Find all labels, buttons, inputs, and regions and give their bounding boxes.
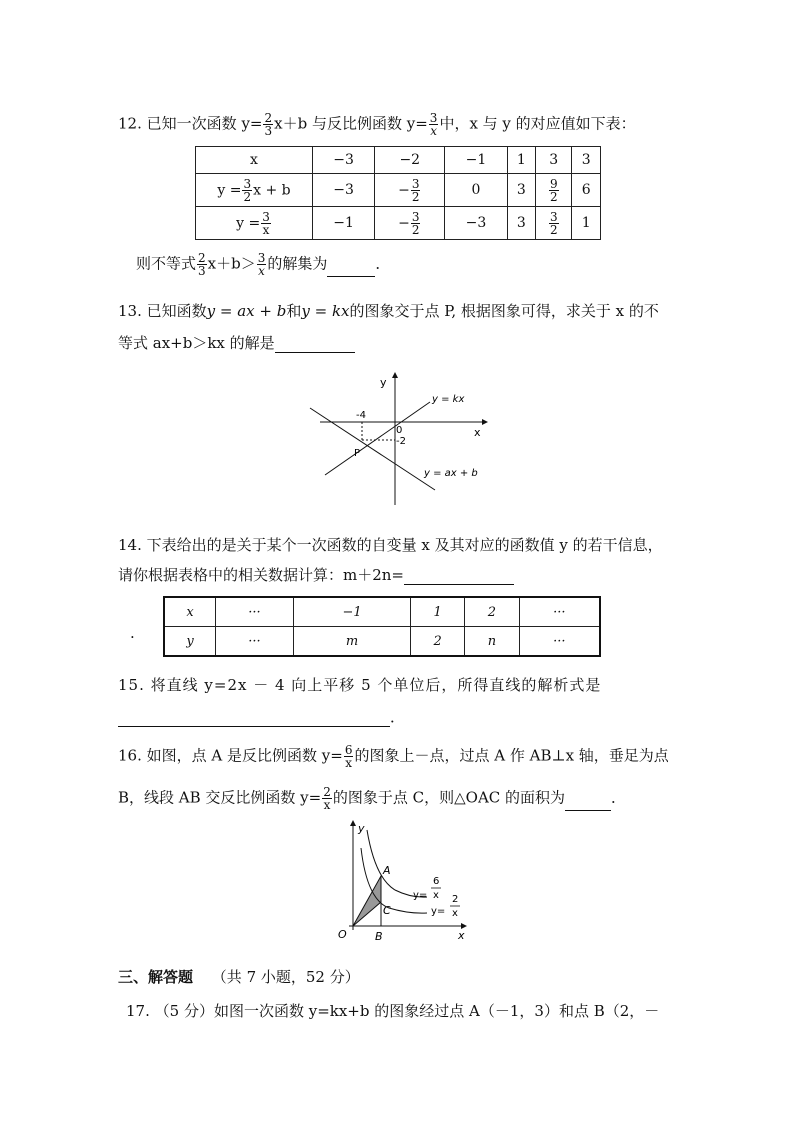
- table-cell: [375, 207, 445, 240]
- q17-text: （5 分）如图一次函数 y=kx+b 的图象经过点 A（－1，3）和点 B（2，－: [154, 1002, 660, 1020]
- table-cell: x: [164, 597, 216, 627]
- q17-statement: [126, 1000, 659, 1021]
- frac-den: 2: [411, 189, 420, 204]
- q14-dot: .: [130, 624, 135, 642]
- point-b-label: B: [375, 930, 383, 943]
- table-cell: m: [293, 627, 410, 657]
- q12-text-b: x＋b 与反比例函数: [274, 114, 402, 133]
- q15-number: 15.: [118, 676, 145, 694]
- table-cell: [196, 174, 313, 207]
- q12-ineq-end: ．: [375, 254, 391, 273]
- table-cell: −1: [313, 207, 375, 240]
- table-cell: [536, 207, 572, 240]
- frac-den: 2: [411, 222, 420, 237]
- q14-statement: [118, 534, 663, 555]
- q12-text-a: 已知一次函数: [146, 114, 237, 133]
- origin-label: O: [338, 928, 347, 941]
- x-axis-arrow: [482, 419, 488, 425]
- q16-line2-b: 的图象于点 C，则△OAC 的面积为: [332, 788, 566, 807]
- cell-text: x + b: [253, 182, 291, 198]
- frac-den: 3: [264, 124, 273, 138]
- q13-statement: [118, 300, 659, 321]
- table-cell: [536, 174, 572, 207]
- y-axis-arrow: [350, 820, 356, 826]
- table-row: [196, 174, 601, 207]
- answer-blank[interactable]: [565, 796, 611, 811]
- table-cell: −2: [375, 147, 445, 174]
- q14-text-a: 下表给出的是关于某个一次函数的自变量 x 及其对应的函数值 y 的若干信息，: [146, 536, 663, 554]
- cell-text: y =: [217, 182, 242, 198]
- q12-text-c: 中，x 与 y 的对应值如下表：: [439, 114, 636, 133]
- frac-den: x: [430, 124, 437, 138]
- q13-formula-1: y = ax + b: [206, 302, 287, 320]
- label-neg2: -2: [396, 436, 406, 447]
- cell-text: −: [398, 215, 410, 231]
- table-cell: x: [196, 147, 313, 174]
- frac-den: x: [262, 222, 270, 237]
- curve1-label-pre: y=: [413, 890, 428, 901]
- table-cell: 3: [507, 207, 536, 240]
- q16-line2-a: B，线段 AB 交反比例函数 y=: [118, 788, 322, 807]
- curve2-label-den: x: [452, 908, 458, 919]
- table-cell: 3: [507, 174, 536, 207]
- q16-graph: [323, 818, 473, 943]
- table-cell: 2: [411, 627, 465, 657]
- table-cell: 0: [445, 174, 507, 207]
- frac-num: 3: [429, 111, 438, 125]
- q13-text-b: 和: [286, 302, 302, 320]
- frac-den: x: [345, 756, 353, 770]
- line-kx: [325, 402, 430, 475]
- table-cell: [196, 207, 313, 240]
- table-cell: −1: [445, 147, 507, 174]
- origin-label: 0: [396, 425, 403, 436]
- q12-number: 12.: [118, 114, 142, 133]
- table-cell: 2: [465, 597, 520, 627]
- q12-frac-2-3: [263, 112, 273, 137]
- y-axis-label: y: [380, 376, 387, 389]
- table-row: [164, 627, 600, 657]
- table-cell: 3: [536, 147, 572, 174]
- cell-frac: [411, 211, 421, 236]
- frac-num: 2: [264, 111, 273, 125]
- q16-text-b: 的图象上－点，过点 A 作 AB⊥x 轴，垂足为点: [354, 746, 669, 765]
- frac-num: 3: [262, 209, 270, 224]
- q16-frac-6-x: [344, 744, 354, 769]
- q16-frac-2-x: [322, 786, 332, 811]
- curve2-label-num: 2: [452, 894, 459, 905]
- q12-ineq-frac-2-3: [197, 252, 207, 277]
- q13-line2-text: 等式 ax+b＞kx 的解是: [118, 334, 275, 352]
- y-axis-label: y: [358, 822, 365, 835]
- line-ax-b: [310, 408, 435, 490]
- frac-den: x: [258, 264, 265, 278]
- q12-ineq-text-a: 则不等式: [136, 254, 197, 273]
- table-cell: ···: [519, 627, 600, 657]
- q16-end: ．: [611, 788, 627, 807]
- table-cell: 6: [572, 174, 601, 207]
- frac-den: x: [323, 798, 331, 812]
- frac-num: 3: [549, 209, 558, 224]
- table-cell: 1: [507, 147, 536, 174]
- frac-num: 3: [411, 209, 420, 224]
- frac-num: 3: [257, 251, 266, 265]
- curve1-label-den: x: [433, 890, 439, 901]
- section-3-heading: [118, 966, 360, 987]
- cell-text: y =: [236, 215, 261, 231]
- shaded-triangle-oac: [353, 876, 381, 926]
- q12-ineq-text-b: x＋b＞: [207, 254, 256, 273]
- q12-inequality: [136, 252, 390, 277]
- table-cell: ···: [216, 627, 294, 657]
- curve1-label-num: 6: [433, 876, 440, 887]
- table-row: [196, 147, 601, 174]
- table-cell: 1: [411, 597, 465, 627]
- x-axis-label: x: [474, 426, 481, 439]
- point-c-label: C: [383, 904, 391, 917]
- frac-den: 2: [549, 189, 558, 204]
- answer-blank[interactable]: [118, 712, 390, 727]
- q14-text-b: 请你根据表格中的相关数据计算：m＋2n=: [118, 566, 404, 584]
- table-cell: ···: [519, 597, 600, 627]
- q13-text-c: 的图象交于点 P, 根据图象可得，求关于 x 的不: [349, 302, 659, 320]
- q16-statement: [118, 744, 669, 769]
- frac-num: 3: [411, 176, 420, 191]
- table-cell: −3: [313, 174, 375, 207]
- q17-number: 17.: [126, 1002, 150, 1020]
- table-cell: 1: [572, 207, 601, 240]
- q12-y-eq: y=: [241, 114, 263, 133]
- table-row: [164, 597, 600, 627]
- q15-statement: [118, 674, 601, 695]
- q13-text-a: 已知函数: [146, 302, 207, 320]
- frac-den: 2: [243, 189, 252, 204]
- q12-ineq-frac-3-x: [257, 252, 267, 277]
- frac-num: 9: [549, 176, 558, 191]
- curve2-label-pre: y=: [431, 906, 446, 917]
- q16-statement-line2: [118, 786, 626, 811]
- table-cell: 3: [572, 147, 601, 174]
- table-cell: −3: [313, 147, 375, 174]
- q15-answer-line: [118, 706, 405, 727]
- q13-statement-line2: [118, 332, 355, 353]
- table-cell: −1: [293, 597, 410, 627]
- q15-end: ．: [390, 708, 406, 726]
- frac-num: 2: [323, 785, 331, 799]
- q12-frac-3-x: [429, 112, 439, 137]
- answer-blank[interactable]: [275, 338, 355, 353]
- q12-y-eq2: y=: [406, 114, 428, 133]
- frac-den: 3: [198, 264, 206, 278]
- table-cell: ···: [216, 597, 294, 627]
- cell-frac: [411, 178, 421, 203]
- answer-blank[interactable]: [327, 262, 375, 277]
- answer-blank[interactable]: [404, 570, 514, 585]
- frac-num: 3: [243, 176, 252, 191]
- line-kx-label: y = kx: [432, 394, 465, 405]
- point-a-label: A: [383, 864, 391, 877]
- line-ax-b-label: y = ax + b: [424, 468, 478, 479]
- table-cell: −3: [445, 207, 507, 240]
- section-subtitle: （共 7 小题，52 分）: [211, 968, 360, 986]
- cell-frac: [261, 211, 271, 236]
- frac-num: 6: [344, 743, 353, 757]
- table-cell: [375, 174, 445, 207]
- table-cell: y: [164, 627, 216, 657]
- q16-text-a: 如图，点 A 是反比例函数 y=: [146, 746, 343, 765]
- q13-graph: [300, 370, 500, 510]
- q14-statement-line2: [118, 564, 514, 585]
- cell-frac: [242, 178, 252, 203]
- section-title: 三、解答题: [118, 968, 194, 986]
- cell-frac: [549, 211, 559, 236]
- frac-num: 2: [198, 251, 206, 265]
- table-row: [196, 207, 601, 240]
- cell-frac: [549, 178, 559, 203]
- q15-text: 将直线 y=2x － 4 向上平移 5 个单位后，所得直线的解析式是: [150, 676, 602, 694]
- q14-number: 14.: [118, 536, 142, 554]
- label-neg4: -4: [356, 410, 366, 421]
- q13-number: 13.: [118, 302, 142, 320]
- y-axis-arrow: [392, 372, 398, 378]
- q16-number: 16.: [118, 746, 142, 765]
- q12-statement: [118, 112, 636, 137]
- point-p-label: P: [354, 448, 361, 459]
- x-axis-label: x: [458, 929, 465, 942]
- q14-table: [163, 596, 601, 657]
- frac-den: 2: [549, 222, 558, 237]
- q13-formula-2: y = kx: [301, 302, 350, 320]
- table-cell: n: [465, 627, 520, 657]
- cell-text: −: [398, 182, 410, 198]
- q12-ineq-text-c: 的解集为: [267, 254, 328, 273]
- q12-table: [195, 146, 601, 240]
